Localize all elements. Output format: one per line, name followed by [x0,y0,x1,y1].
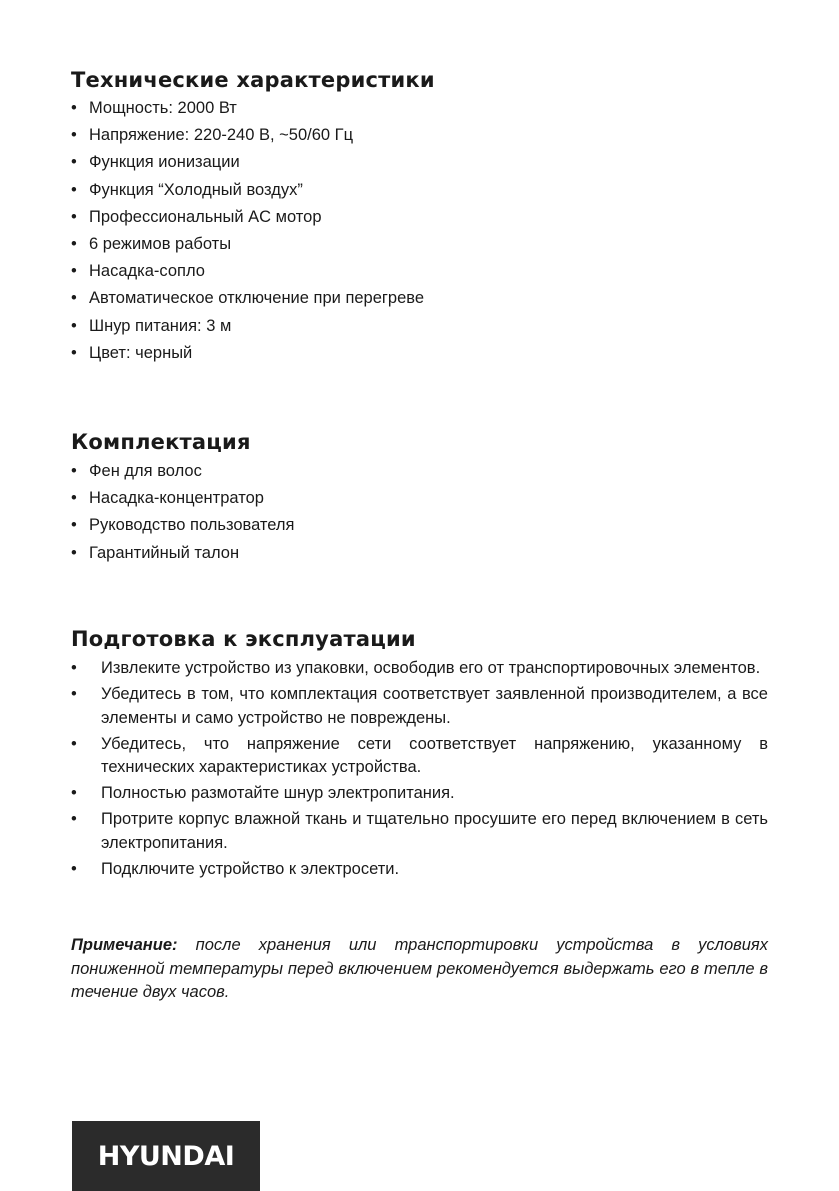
list-item-text: Шнур питания: 3 м [89,316,232,335]
list-item-text: Руководство пользователя [89,516,295,535]
list-item-text: Убедитесь в том, что комплектация соответствует заявленной производителем, а все элементы и само устройство не повреждены. [101,685,768,727]
specs-list [71,95,424,367]
list-item-text: Цвет: черный [89,343,193,362]
list-item: • Автоматическое отключение при перегреве [71,289,425,308]
list-item-text: Функция ионизации [89,153,240,172]
list-item: • Полностью размотайте шнур электропитания. [71,784,455,802]
list-item-text: Мощность: 2000 Вт [89,99,237,117]
list-item: • Профессиональный AC мотор [71,207,322,226]
list-item-text: Напряжение: 220-240 В, ~50/60 Гц [89,126,354,145]
list-item-text: Протрите корпус влажной ткань и тщательно просушите его перед включением в сеть электропитания. [101,810,768,852]
package-heading: Комплектация [71,430,251,454]
list-item: • Мощность: 2000 Вт [71,99,237,117]
list-item: • Руководство пользователя [71,516,295,535]
preparation-heading: Подготовка к эксплуатации [71,627,416,651]
note-paragraph [71,934,768,1005]
list-item-text: Автоматическое отключение при перегреве [89,289,425,308]
list-item: • Извлеките устройство из упаковки, освободив его от транспортировочных элементов. [71,659,761,677]
list-item-text: Насадка-концентратор [89,489,264,508]
list-item-text: Гарантийный талон [89,543,240,562]
preparation-list [71,657,768,884]
list-item: • Гарантийный талон [71,543,240,562]
list-item-text: Полностью размотайте шнур электропитания. [101,784,455,802]
list-item: • Подключите устройство к электросети. [71,859,400,878]
list-item: • Протрите корпус влажной ткань и тщательно просушите его перед включением в сеть электропитания. [71,810,768,852]
list-item: • Убедитесь в том, что комплектация соответствует заявленной производителем, а все элементы и само устройство не повреждены. [71,685,768,727]
list-item: • Функция “Холодный воздух” [71,180,303,199]
list-item: • Функция ионизации [71,153,240,172]
note-text: после хранения или транспортировки устройства в условиях пониженной температуры перед включением рекомендуется выдержать его в тепле в течение двух часов. [71,936,768,1001]
list-item: • Шнур питания: 3 м [71,316,232,335]
note-label: Примечание: [71,936,178,954]
list-item-text: Извлеките устройство из упаковки, освободив его от транспортировочных элементов. [101,659,761,677]
logo-text: HYUNDAI [97,1140,235,1172]
list-item: • Напряжение: 220-240 В, ~50/60 Гц [71,126,354,145]
package-list [71,458,295,567]
list-item-text: Подключите устройство к электросети. [101,859,400,878]
list-item-text: Насадка-сопло [89,262,205,281]
hyundai-logo [72,1121,260,1191]
list-item-text: Профессиональный AC мотор [89,207,322,226]
list-item: • 6 режимов работы [71,234,232,253]
list-item: • Убедитесь, что напряжение сети соответствует напряжению, указанному в технических характеристиках устройства. [71,734,768,776]
list-item: • Фен для волос [71,462,202,480]
list-item-text: 6 режимов работы [89,234,232,253]
list-item: • Насадка-концентратор [71,489,264,508]
list-item-text: Функция “Холодный воздух” [89,180,303,199]
list-item-text: Фен для волос [89,462,202,480]
list-item-text: Убедитесь, что напряжение сети соответствует напряжению, указанному в технических характеристиках устройства. [101,734,768,776]
list-item: • Цвет: черный [71,343,193,362]
list-item: • Насадка-сопло [71,262,205,281]
specs-heading: Технические характеристики [71,68,435,92]
